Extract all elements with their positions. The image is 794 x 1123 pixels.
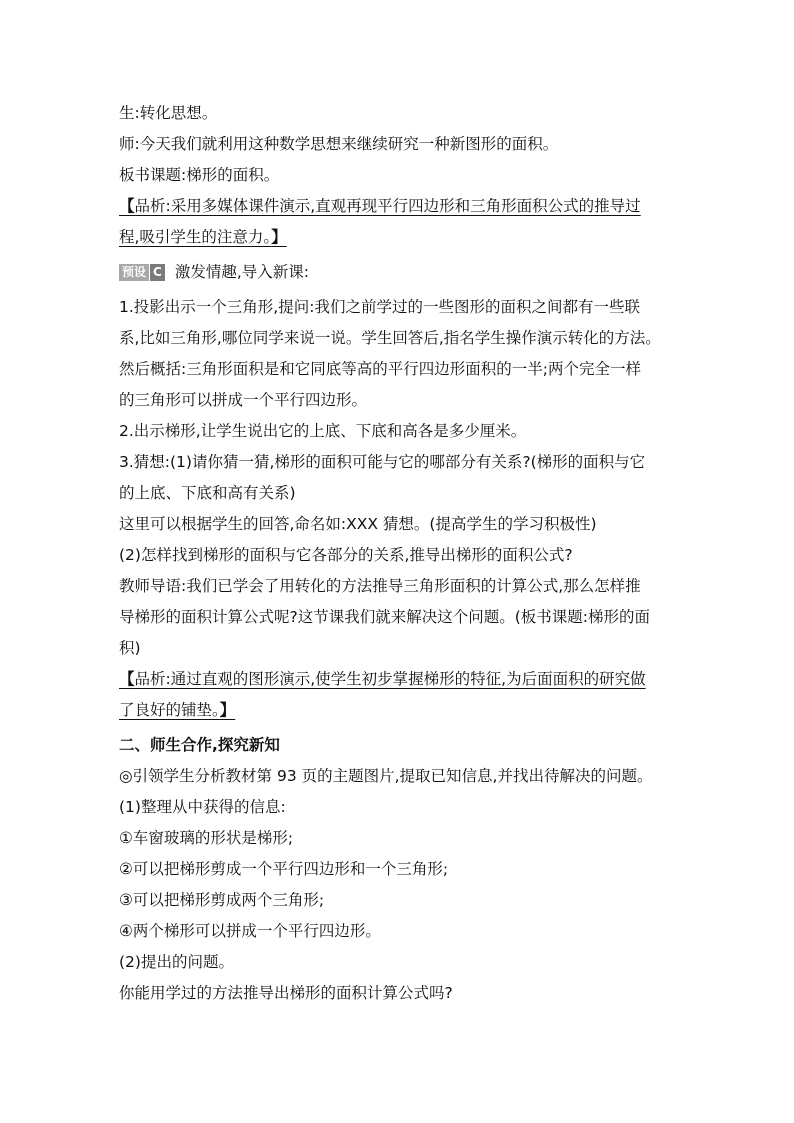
text-line: 然后概括:三角形面积是和它同底等高的平行四边形面积的一半;两个完全一样 [119, 360, 641, 378]
analysis-note [119, 222, 679, 253]
bracket-open: 【 [119, 670, 135, 688]
text-line: 系,比如三角形,哪位同学来说一说。学生回答后,指名学生操作演示转化的方法。 [119, 329, 661, 347]
analysis-text: 程,吸引学生的注意力。 [119, 228, 272, 246]
preset-badge-letter: C [150, 264, 165, 281]
analysis-text: 品析:通过直观的图形演示,使学生初步掌握梯形的特征,为后面面积的研究做 [134, 670, 646, 688]
text-line: 2.出示梯形,让学生说出它的上底、下底和高各是多少厘米。 [119, 422, 527, 440]
analysis-note [119, 695, 679, 726]
list-item: ④两个梯形可以拼成一个平行四边形。 [119, 922, 381, 940]
preset-text: 激发情趣,导入新课: [174, 263, 309, 281]
bracket-open: 【 [119, 197, 135, 215]
preset-line [119, 257, 679, 288]
text-line: 的上底、下底和高有关系) [119, 484, 296, 502]
text-line: 这里可以根据学生的回答,命名如:XXX 猜想。(提高学生的学习积极性) [119, 515, 597, 533]
analysis-note [119, 664, 679, 695]
list-item: ①车窗玻璃的形状是梯形; [119, 829, 294, 847]
text-line: 生:转化思想。 [119, 104, 218, 122]
text-line: ◎引领学生分析教材第 93 页的主题图片,提取已知信息,并找出待解决的问题。 [119, 767, 653, 785]
bracket-close: 】 [219, 701, 236, 719]
text-line: 1.投影出示一个三角形,提问:我们之前学过的一些图形的面积之间都有一些联 [119, 298, 640, 316]
text-line: 的三角形可以拼成一个平行四边形。 [119, 391, 368, 409]
text-line: 师:今天我们就利用这种数学思想来继续研究一种新图形的面积。 [119, 135, 559, 153]
preset-badge [119, 264, 165, 281]
bracket-close: 】 [271, 228, 287, 246]
analysis-text: 了良好的铺垫。 [119, 701, 220, 719]
analysis-note [119, 191, 679, 222]
section-heading: 二、师生合作,探究新知 [119, 736, 280, 754]
text-line: 教师导语:我们已学会了用转化的方法推导三角形面积的计算公式,那么怎样推 [119, 577, 641, 595]
text-line: 你能用学过的方法推导出梯形的面积计算公式吗? [119, 984, 453, 1002]
text-line: 导梯形的面积计算公式呢?这节课我们就来解决这个问题。(板书课题:梯形的面 [119, 608, 650, 626]
list-item: ③可以把梯形剪成两个三角形; [119, 891, 325, 909]
preset-badge-label: 预设 [119, 264, 149, 281]
analysis-text: 品析:采用多媒体课件演示,直观再现平行四边形和三角形面积公式的推导过 [134, 197, 641, 215]
text-line: 3.猜想:(1)请你猜一猜,梯形的面积可能与它的哪部分有关系?(梯形的面积与它 [119, 453, 646, 471]
text-line: 积) [119, 639, 141, 657]
list-item: ②可以把梯形剪成一个平行四边形和一个三角形; [119, 860, 449, 878]
text-line: (2)提出的问题。 [119, 953, 234, 971]
text-line: (2)怎样找到梯形的面积与它各部分的关系,推导出梯形的面积公式? [119, 546, 573, 564]
text-line: (1)整理从中获得的信息: [119, 798, 286, 816]
document-body [119, 98, 679, 1009]
text-line: 板书课题:梯形的面积。 [119, 166, 280, 184]
